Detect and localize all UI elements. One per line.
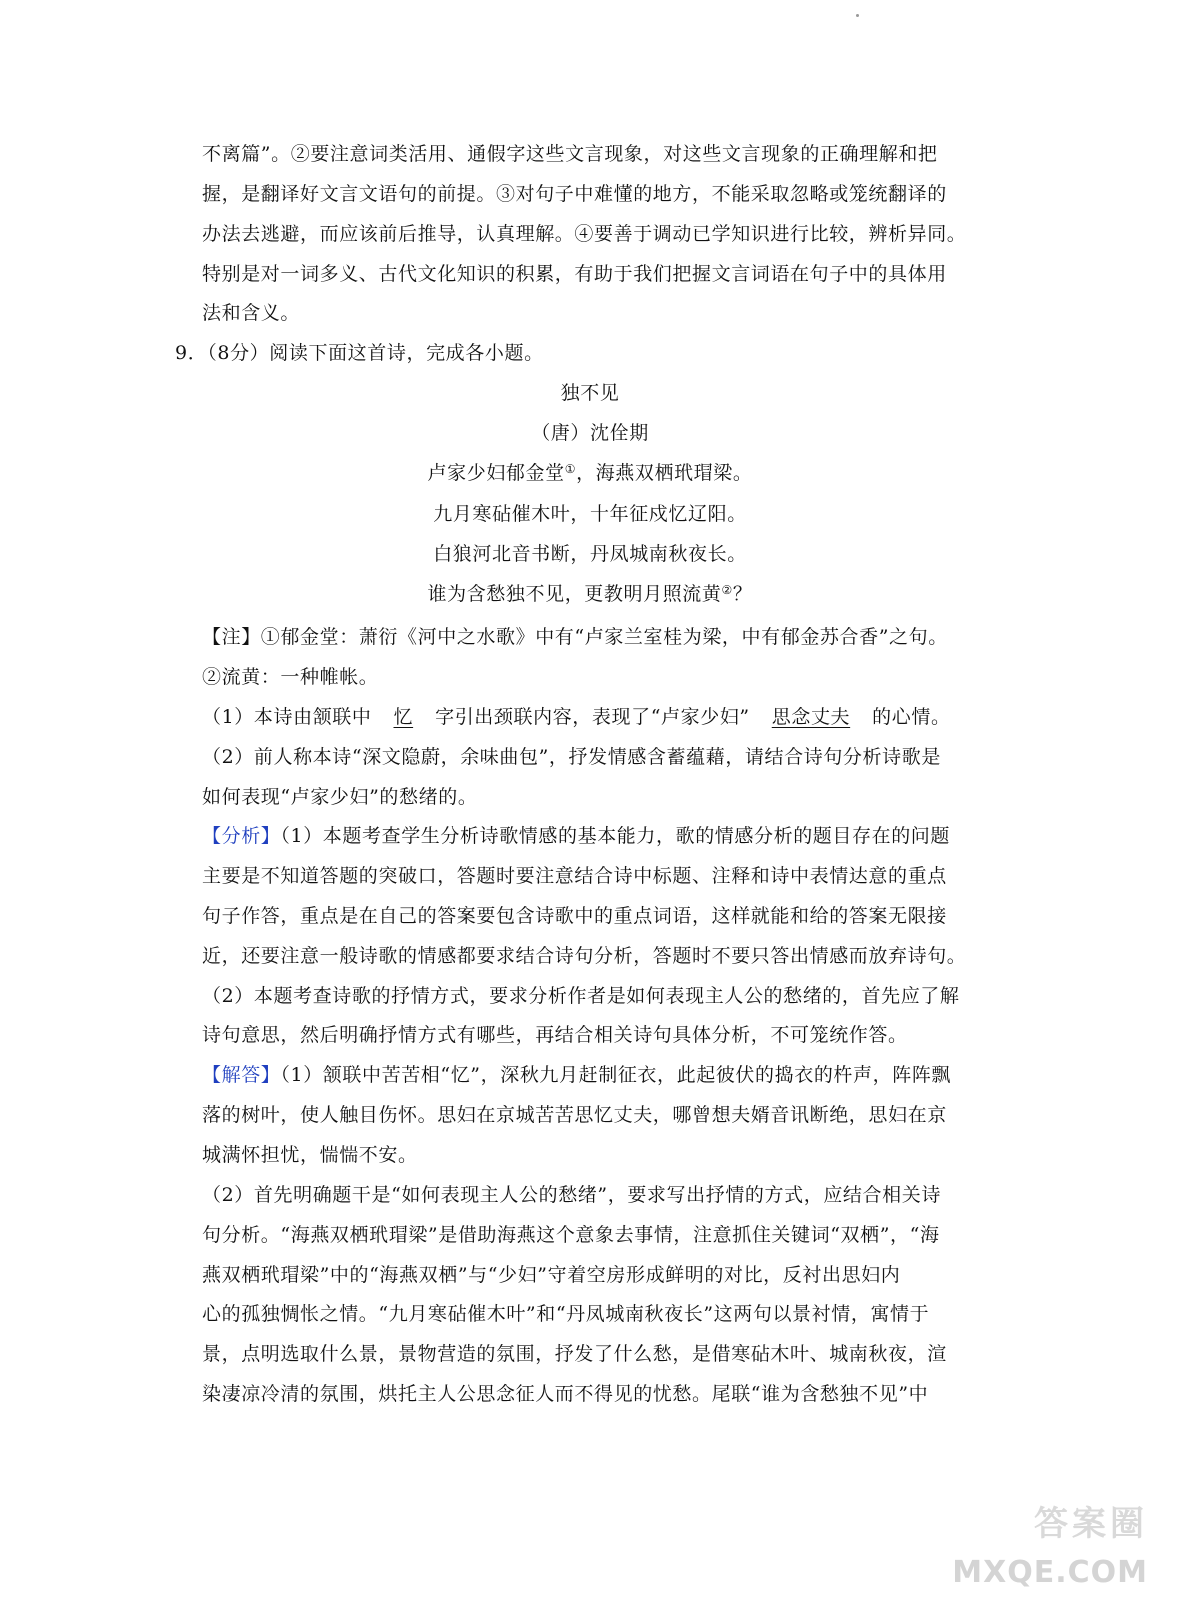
- answer-blank-1: 忆: [393, 706, 414, 728]
- intro-line-3: 办法去逃避，而应该前后推导，认真理解。④要善于调动已学知识进行比较，辨析异同。: [202, 223, 967, 245]
- answer-line-4: （2）首先明确题干是“如何表现主人公的愁绪”，要求写出抒情的方式，应结合相关诗: [202, 1184, 941, 1206]
- subquestion-1: [202, 704, 951, 730]
- poem-line-1: [175, 460, 1005, 486]
- footnote-mark-2: ②: [721, 583, 733, 597]
- poem-line-4-a: 谁为含愁独不见，更教明月照流黄: [427, 583, 722, 605]
- intro-line-2: 握，是翻译好文言文语句的前提。③对句子中难懂的地方，不能采取忽略或笼统翻译的: [202, 183, 947, 205]
- question-header: 9．（8分）阅读下面这首诗，完成各小题。: [175, 342, 544, 364]
- note-line-2: ②流黄：一种帷帐。: [202, 666, 379, 688]
- intro-line-1: 不离篇”。②要注意词类活用、通假字这些文言现象，对这些文言现象的正确理解和把: [202, 143, 938, 165]
- answer-line-7: 心的孤独惆怅之情。“九月寒砧催木叶”和“丹凤城南秋夜长”这两句以景衬情，寓情于: [202, 1303, 930, 1325]
- analysis-line-3: 句子作答，重点是在自己的答案要包含诗歌中的重点词语，这样就能和给的答案无限接: [202, 905, 947, 927]
- analysis-line-2: 主要是不知道答题的突破口，答题时要注意结合诗中标题、注释和诗中表情达意的重点: [202, 865, 947, 887]
- analysis-line-1-text: （1）本题考查学生分析诗歌情感的基本能力，歌的情感分析的题目存在的问题: [280, 825, 950, 847]
- analysis-line-1: [202, 823, 950, 849]
- note-line-1: 【注】①郁金堂：萧衍《河中之水歌》中有“卢家兰室桂为梁，中有郁金苏合香”之句。: [202, 626, 948, 648]
- watermark: [952, 1494, 1158, 1590]
- subquestion-2-line-1: （2）前人称本诗“深文隐蔚，余味曲包”，抒发情感含蓄蕴藉，请结合诗句分析诗歌是: [202, 746, 941, 768]
- intro-line-5: 法和含义。: [202, 302, 301, 324]
- answer-tag: 【解答】: [202, 1064, 281, 1086]
- analysis-tag: 【分析】: [202, 825, 281, 847]
- answer-line-2: 落的树叶，使人触目伤怀。思妇在京城苦苦思忆丈夫，哪曾想夫婿音讯断绝，思妇在京: [202, 1104, 947, 1126]
- watermark-url: MXQE.COM: [952, 1555, 1148, 1590]
- poem-line-3: 白狼河北音书断，丹凤城南秋夜长。: [433, 543, 747, 565]
- analysis-line-5: （2）本题考查诗歌的抒情方式，要求分析作者是如何表现主人公的愁绪的，首先应了解: [202, 985, 960, 1007]
- answer-line-1-text: （1）颔联中苦苦相“忆”，深秋九月赶制征衣，此起彼伏的捣衣的杵声，阵阵飘: [280, 1064, 952, 1086]
- poem-line-4: [175, 581, 1005, 607]
- subquestion-1-c: 的心情。: [872, 706, 951, 728]
- answer-line-6: 燕双栖玳瑁梁”中的“海燕双栖”与“少妇”守着空房形成鲜明的对比，反衬出思妇内: [202, 1264, 901, 1286]
- watermark-logo: 答案圈: [1034, 1504, 1148, 1544]
- poem-line-4-b: ？: [732, 583, 753, 605]
- poem-line-1-a: 卢家少妇郁金堂: [427, 462, 565, 484]
- answer-line-9: 染凄凉冷清的氛围，烘托主人公思念征人而不得见的忧愁。尾联“谁为含愁独不见”中: [202, 1383, 929, 1405]
- subquestion-1-a: （1）本诗由颔联中: [202, 706, 372, 728]
- poem-author: （唐）沈佺期: [531, 422, 649, 444]
- subquestion-2-line-2: 如何表现“卢家少妇”的愁绪的。: [202, 786, 478, 808]
- answer-line-8: 景，点明选取什么景，景物营造的氛围，抒发了什么愁，是借寒砧木叶、城南秋夜，渲: [202, 1343, 947, 1365]
- poem-title: 独不见: [560, 382, 620, 404]
- analysis-line-6: 诗句意思，然后明确抒情方式有哪些，再结合相关诗句具体分析，不可笼统作答。: [202, 1024, 908, 1046]
- answer-line-5: 句分析。“海燕双栖玳瑁梁”是借助海燕这个意象去事情，注意抓住关键词“双栖”，“海: [202, 1224, 940, 1246]
- poem-line-1-b: ，海燕双栖玳瑁梁。: [576, 462, 753, 484]
- analysis-line-4: 近，还要注意一般诗歌的情感都要求结合诗句分析，答题时不要只答出情感而放弃诗句。: [202, 945, 967, 967]
- footnote-mark-1: ①: [564, 462, 577, 476]
- scan-speck: [856, 14, 859, 17]
- intro-line-4: 特别是对一词多义、古代文化知识的积累，有助于我们把握文言词语在句子中的具体用: [202, 263, 947, 285]
- subquestion-1-b: 字引出颈联内容，表现了“卢家少妇”: [435, 706, 750, 728]
- poem-line-2: 九月寒砧催木叶，十年征戍忆辽阳。: [433, 503, 747, 525]
- answer-blank-2: 思念丈夫: [771, 706, 851, 728]
- answer-line-3: 城满怀担忧，惴惴不安。: [202, 1144, 418, 1166]
- answer-line-1: [202, 1062, 951, 1088]
